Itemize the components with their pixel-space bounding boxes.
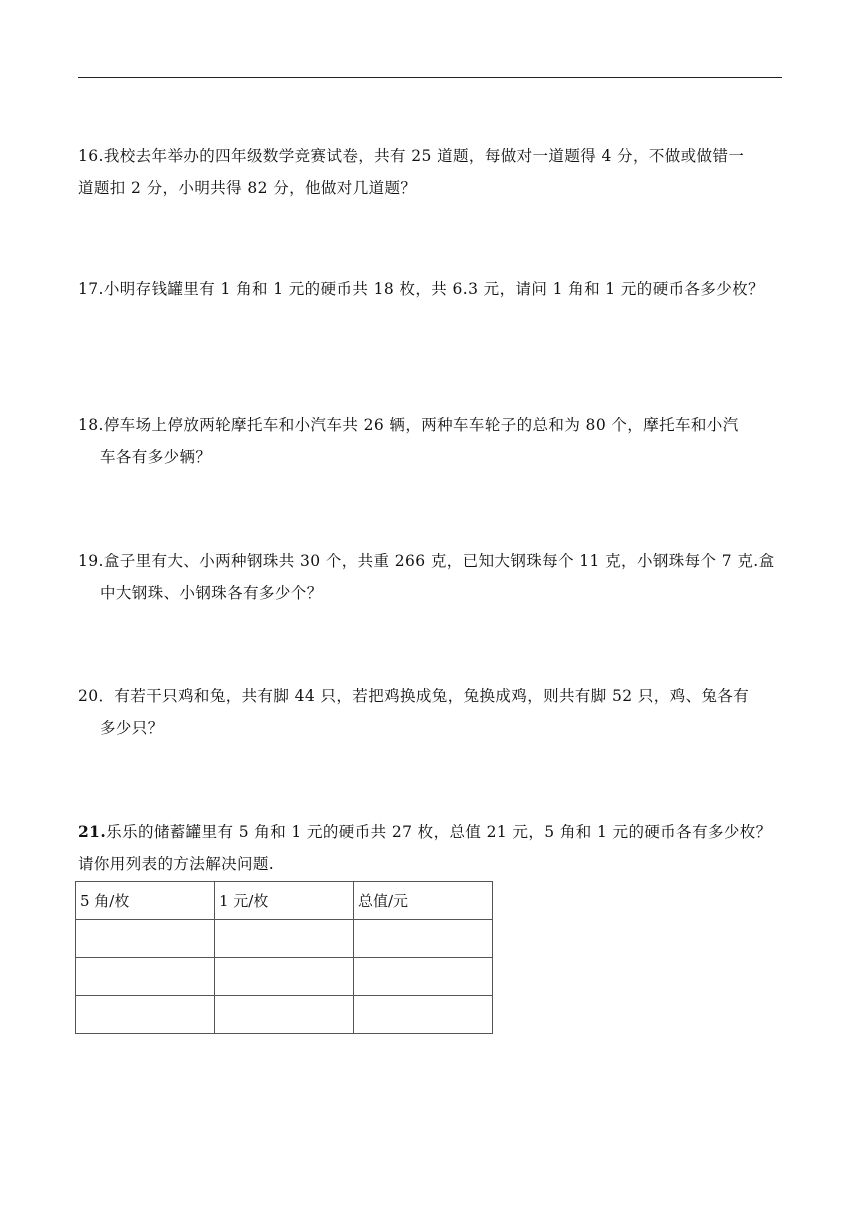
table-cell[interactable]: [354, 920, 493, 958]
question-18: [78, 409, 784, 473]
question-21-line-2: 请你用列表的方法解决问题.: [78, 855, 275, 873]
question-18-line-2: 车各有多少辆？: [100, 448, 212, 466]
header-5jiao: 5 角/枚: [76, 882, 215, 920]
question-21: [78, 816, 784, 880]
header-total: 总值/元: [354, 882, 493, 920]
table-cell[interactable]: [76, 996, 215, 1034]
question-17-line-1: 17.小明存钱罐里有 1 角和 1 元的硬币共 18 枚，共 6.3 元，请问 1 角和 1 元的硬币各多少枚？: [78, 280, 764, 298]
question-19: [78, 545, 784, 609]
question-19-line-2: 中大钢珠、小钢珠各有多少个？: [100, 584, 323, 602]
question-21-text: 乐乐的储蓄罐里有 5 角和 1 元的硬币共 27 枚，总值 21 元，5 角和 1 元的硬币各有多少枚？: [106, 823, 772, 841]
table-cell[interactable]: [354, 958, 493, 996]
question-20-line-1: 20．有若干只鸡和兔，共有脚 44 只，若把鸡换成兔，兔换成鸡，则共有脚 52 只，鸡、兔各有: [78, 687, 750, 705]
table-row: [76, 920, 493, 958]
question-20-line-2: 多少只？: [100, 719, 164, 737]
table-row: [76, 996, 493, 1034]
answer-table-header-row: [76, 882, 493, 920]
question-20: [78, 680, 784, 744]
header-1yuan: 1 元/枚: [215, 882, 354, 920]
question-21-number: 21.: [78, 822, 107, 841]
answer-table: [75, 881, 493, 1034]
question-16-line-2: 道题扣 2 分，小明共得 82 分，他做对几道题？: [78, 179, 417, 197]
table-cell[interactable]: [76, 920, 215, 958]
table-cell[interactable]: [215, 920, 354, 958]
question-16: [78, 140, 784, 204]
question-19-line-1: 19.盒子里有大、小两种钢珠共 30 个，共重 266 克，已知大钢珠每个 11 克，小钢珠每个 7 克.盒: [78, 552, 775, 570]
table-cell[interactable]: [215, 996, 354, 1034]
table-row: [76, 958, 493, 996]
table-cell[interactable]: [215, 958, 354, 996]
table-cell[interactable]: [76, 958, 215, 996]
header-rule: [78, 77, 782, 78]
question-18-line-1: 18.停车场上停放两轮摩托车和小汽车共 26 辆，两种车车轮子的总和为 80 个，摩托车和小汽: [78, 416, 739, 434]
question-17: [78, 273, 784, 305]
question-21-line-1: [78, 816, 784, 848]
table-cell[interactable]: [354, 996, 493, 1034]
question-16-line-1: 16.我校去年举办的四年级数学竞赛试卷，共有 25 道题，每做对一道题得 4 分，不做或做错一: [78, 147, 745, 165]
